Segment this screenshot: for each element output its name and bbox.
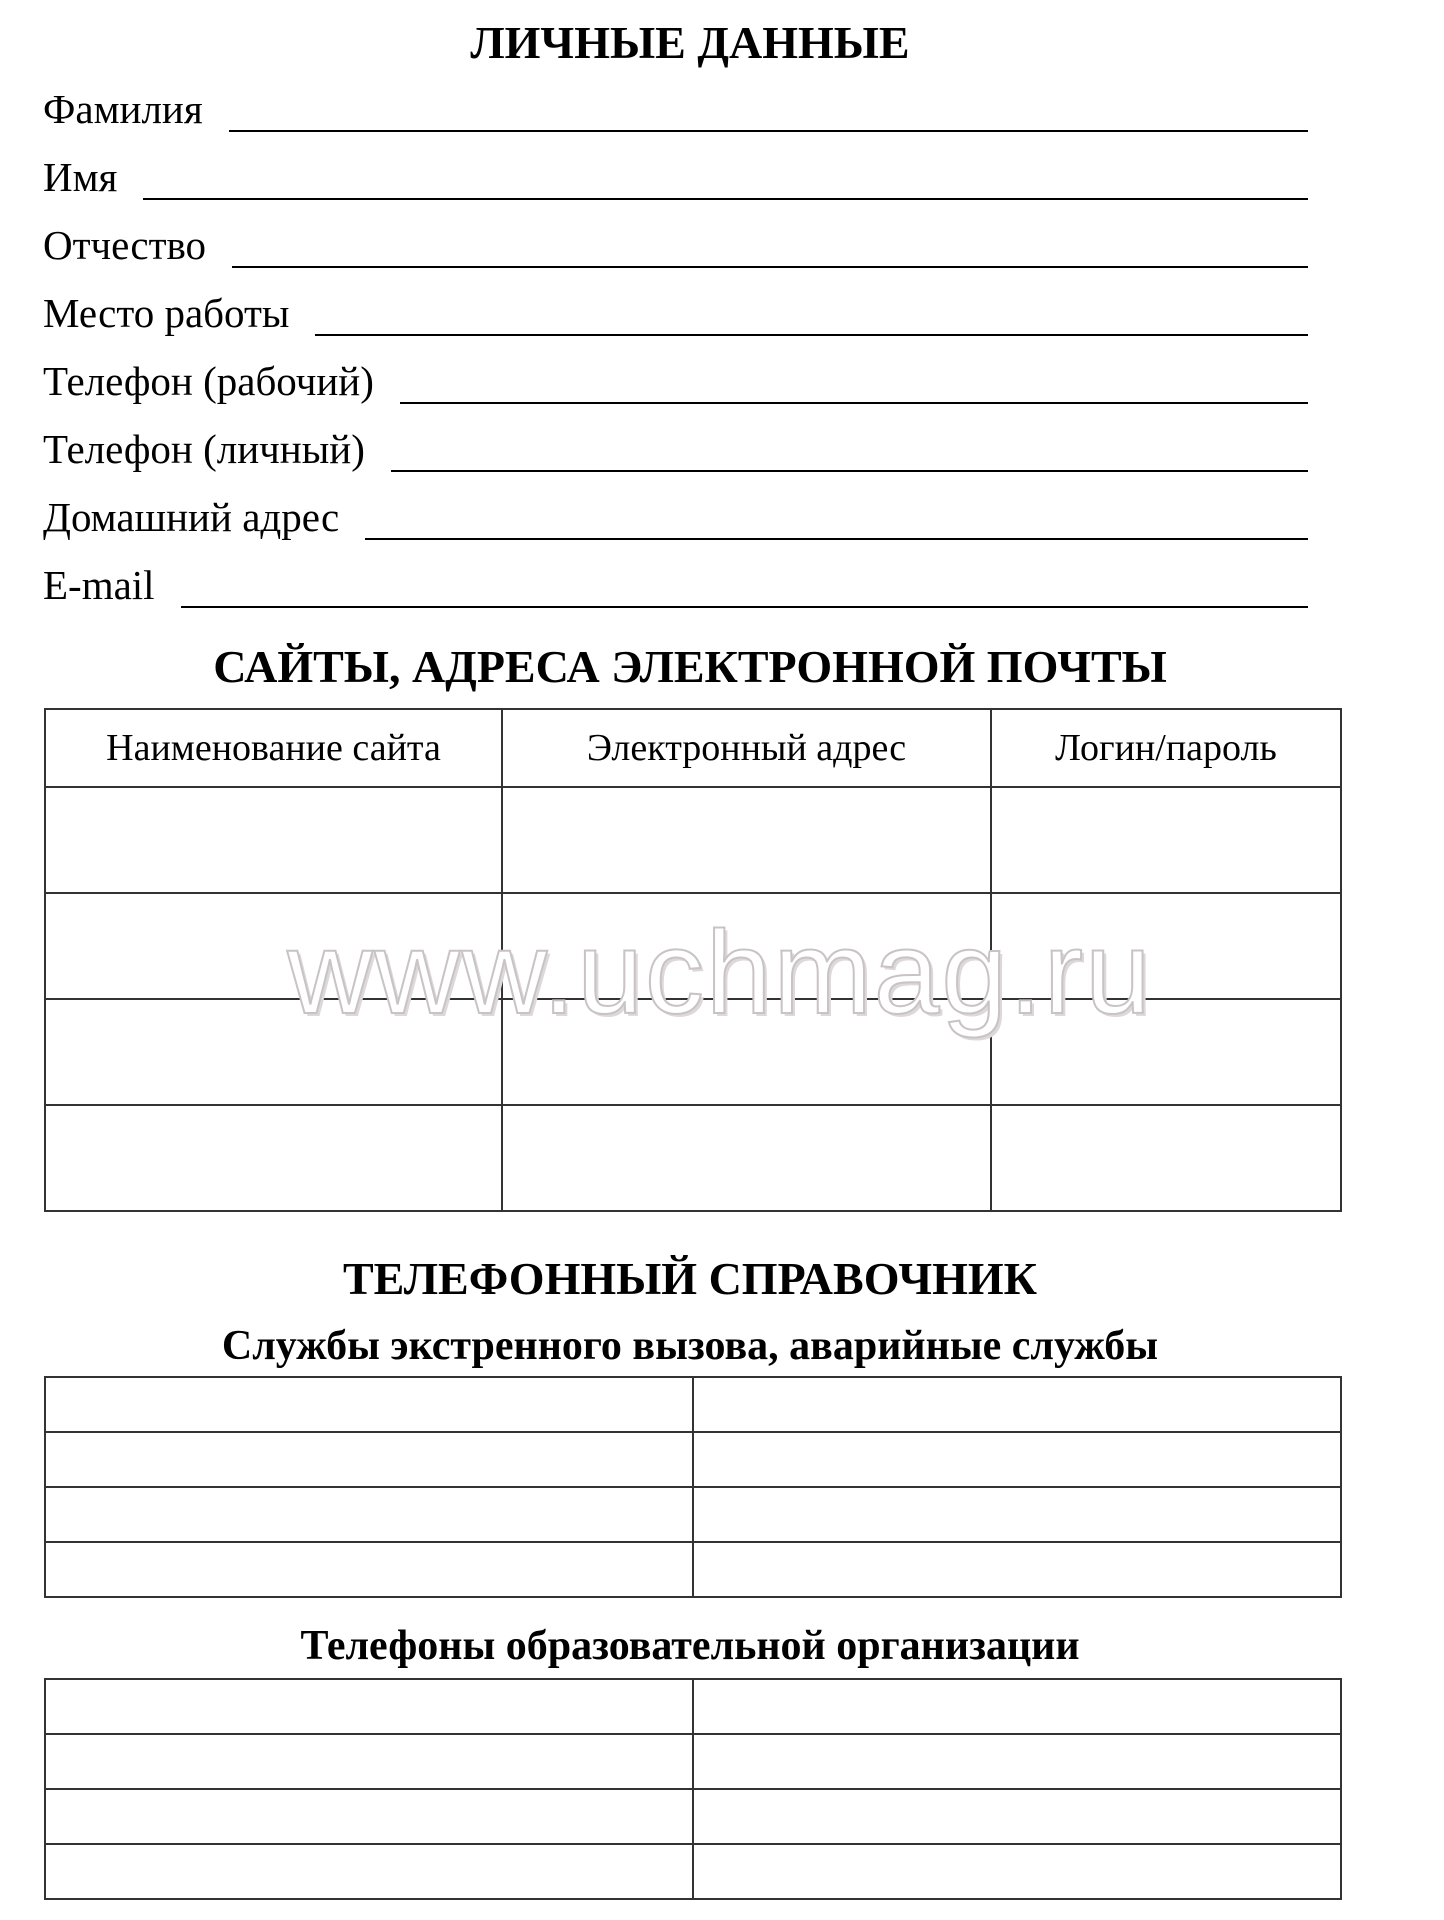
table-row [45,1377,1341,1432]
field-label: Место работы [43,290,290,336]
column-header-email-address: Электронный адрес [502,709,991,787]
table-row [45,1105,1341,1211]
table-cell[interactable] [693,1679,1341,1734]
patronymic-input-line[interactable] [232,266,1308,268]
table-cell[interactable] [45,787,502,893]
table-cell[interactable] [693,1432,1341,1487]
table-cell[interactable] [45,1789,693,1844]
field-home-address [43,482,1308,542]
field-label: Отчество [43,222,207,268]
table-row [45,893,1341,999]
table-cell[interactable] [45,1844,693,1899]
table-cell[interactable] [693,1844,1341,1899]
first-name-input-line[interactable] [143,198,1308,200]
table-row [45,1679,1341,1734]
field-personal-phone [43,414,1308,474]
column-header-site-name: Наименование сайта [45,709,502,787]
school-phones-title: Телефоны образовательной организации [300,1623,1080,1669]
table-cell[interactable] [45,1432,693,1487]
table-row [45,999,1341,1105]
table-cell[interactable] [502,1105,991,1211]
table-cell[interactable] [45,1734,693,1789]
table-cell[interactable] [991,999,1341,1105]
table-cell[interactable] [45,1105,502,1211]
table-row [45,1432,1341,1487]
surname-input-line[interactable] [229,130,1308,132]
sites-table [44,708,1342,1212]
table-row [45,1844,1341,1899]
table-cell[interactable] [693,1377,1341,1432]
phonebook-title: ТЕЛЕФОННЫЙ СПРАВОЧНИК [343,1253,1037,1304]
emergency-services-title: Службы экстренного вызова, аварийные службы [221,1323,1159,1369]
field-email [43,550,1308,610]
field-label: Фамилия [43,86,203,132]
field-first-name [43,142,1308,202]
table-cell[interactable] [991,1105,1341,1211]
table-cell[interactable] [502,999,991,1105]
table-cell[interactable] [693,1734,1341,1789]
table-row [45,787,1341,893]
table-cell[interactable] [693,1542,1341,1597]
table-cell[interactable] [45,1542,693,1597]
personal-data-title: ЛИЧНЫЕ ДАННЫЕ [470,17,910,68]
email-input-line[interactable] [181,606,1308,608]
table-cell[interactable] [991,893,1341,999]
table-row [45,1542,1341,1597]
table-cell[interactable] [45,893,502,999]
watermark-logo: www.uchmag.ru [287,907,1153,1039]
table-cell[interactable] [502,893,991,999]
table-cell[interactable] [45,1487,693,1542]
field-label: Телефон (личный) [43,426,365,472]
home-address-input-line[interactable] [365,538,1308,540]
school-phones-table [44,1678,1342,1900]
table-row [45,1734,1341,1789]
personal-phone-input-line[interactable] [391,470,1308,472]
table-cell[interactable] [45,999,502,1105]
field-workplace [43,278,1308,338]
table-cell[interactable] [693,1789,1341,1844]
table-row [45,1487,1341,1542]
work-phone-input-line[interactable] [400,402,1308,404]
field-label: Телефон (рабочий) [43,358,374,404]
sites-title: САЙТЫ, АДРЕСА ЭЛЕКТРОННОЙ ПОЧТЫ [213,641,1167,692]
table-row [45,1789,1341,1844]
field-patronymic [43,210,1308,270]
field-label: Домашний адрес [43,494,340,540]
field-label: Имя [43,154,118,200]
emergency-services-table [44,1376,1342,1598]
table-cell[interactable] [45,1679,693,1734]
table-cell[interactable] [693,1487,1341,1542]
table-header-row [45,709,1341,787]
field-surname [43,74,1308,134]
workplace-input-line[interactable] [315,334,1308,336]
field-label: E-mail [43,562,155,608]
field-work-phone [43,346,1308,406]
table-cell[interactable] [991,787,1341,893]
table-cell[interactable] [502,787,991,893]
column-header-login-password: Логин/пароль [991,709,1341,787]
table-cell[interactable] [45,1377,693,1432]
